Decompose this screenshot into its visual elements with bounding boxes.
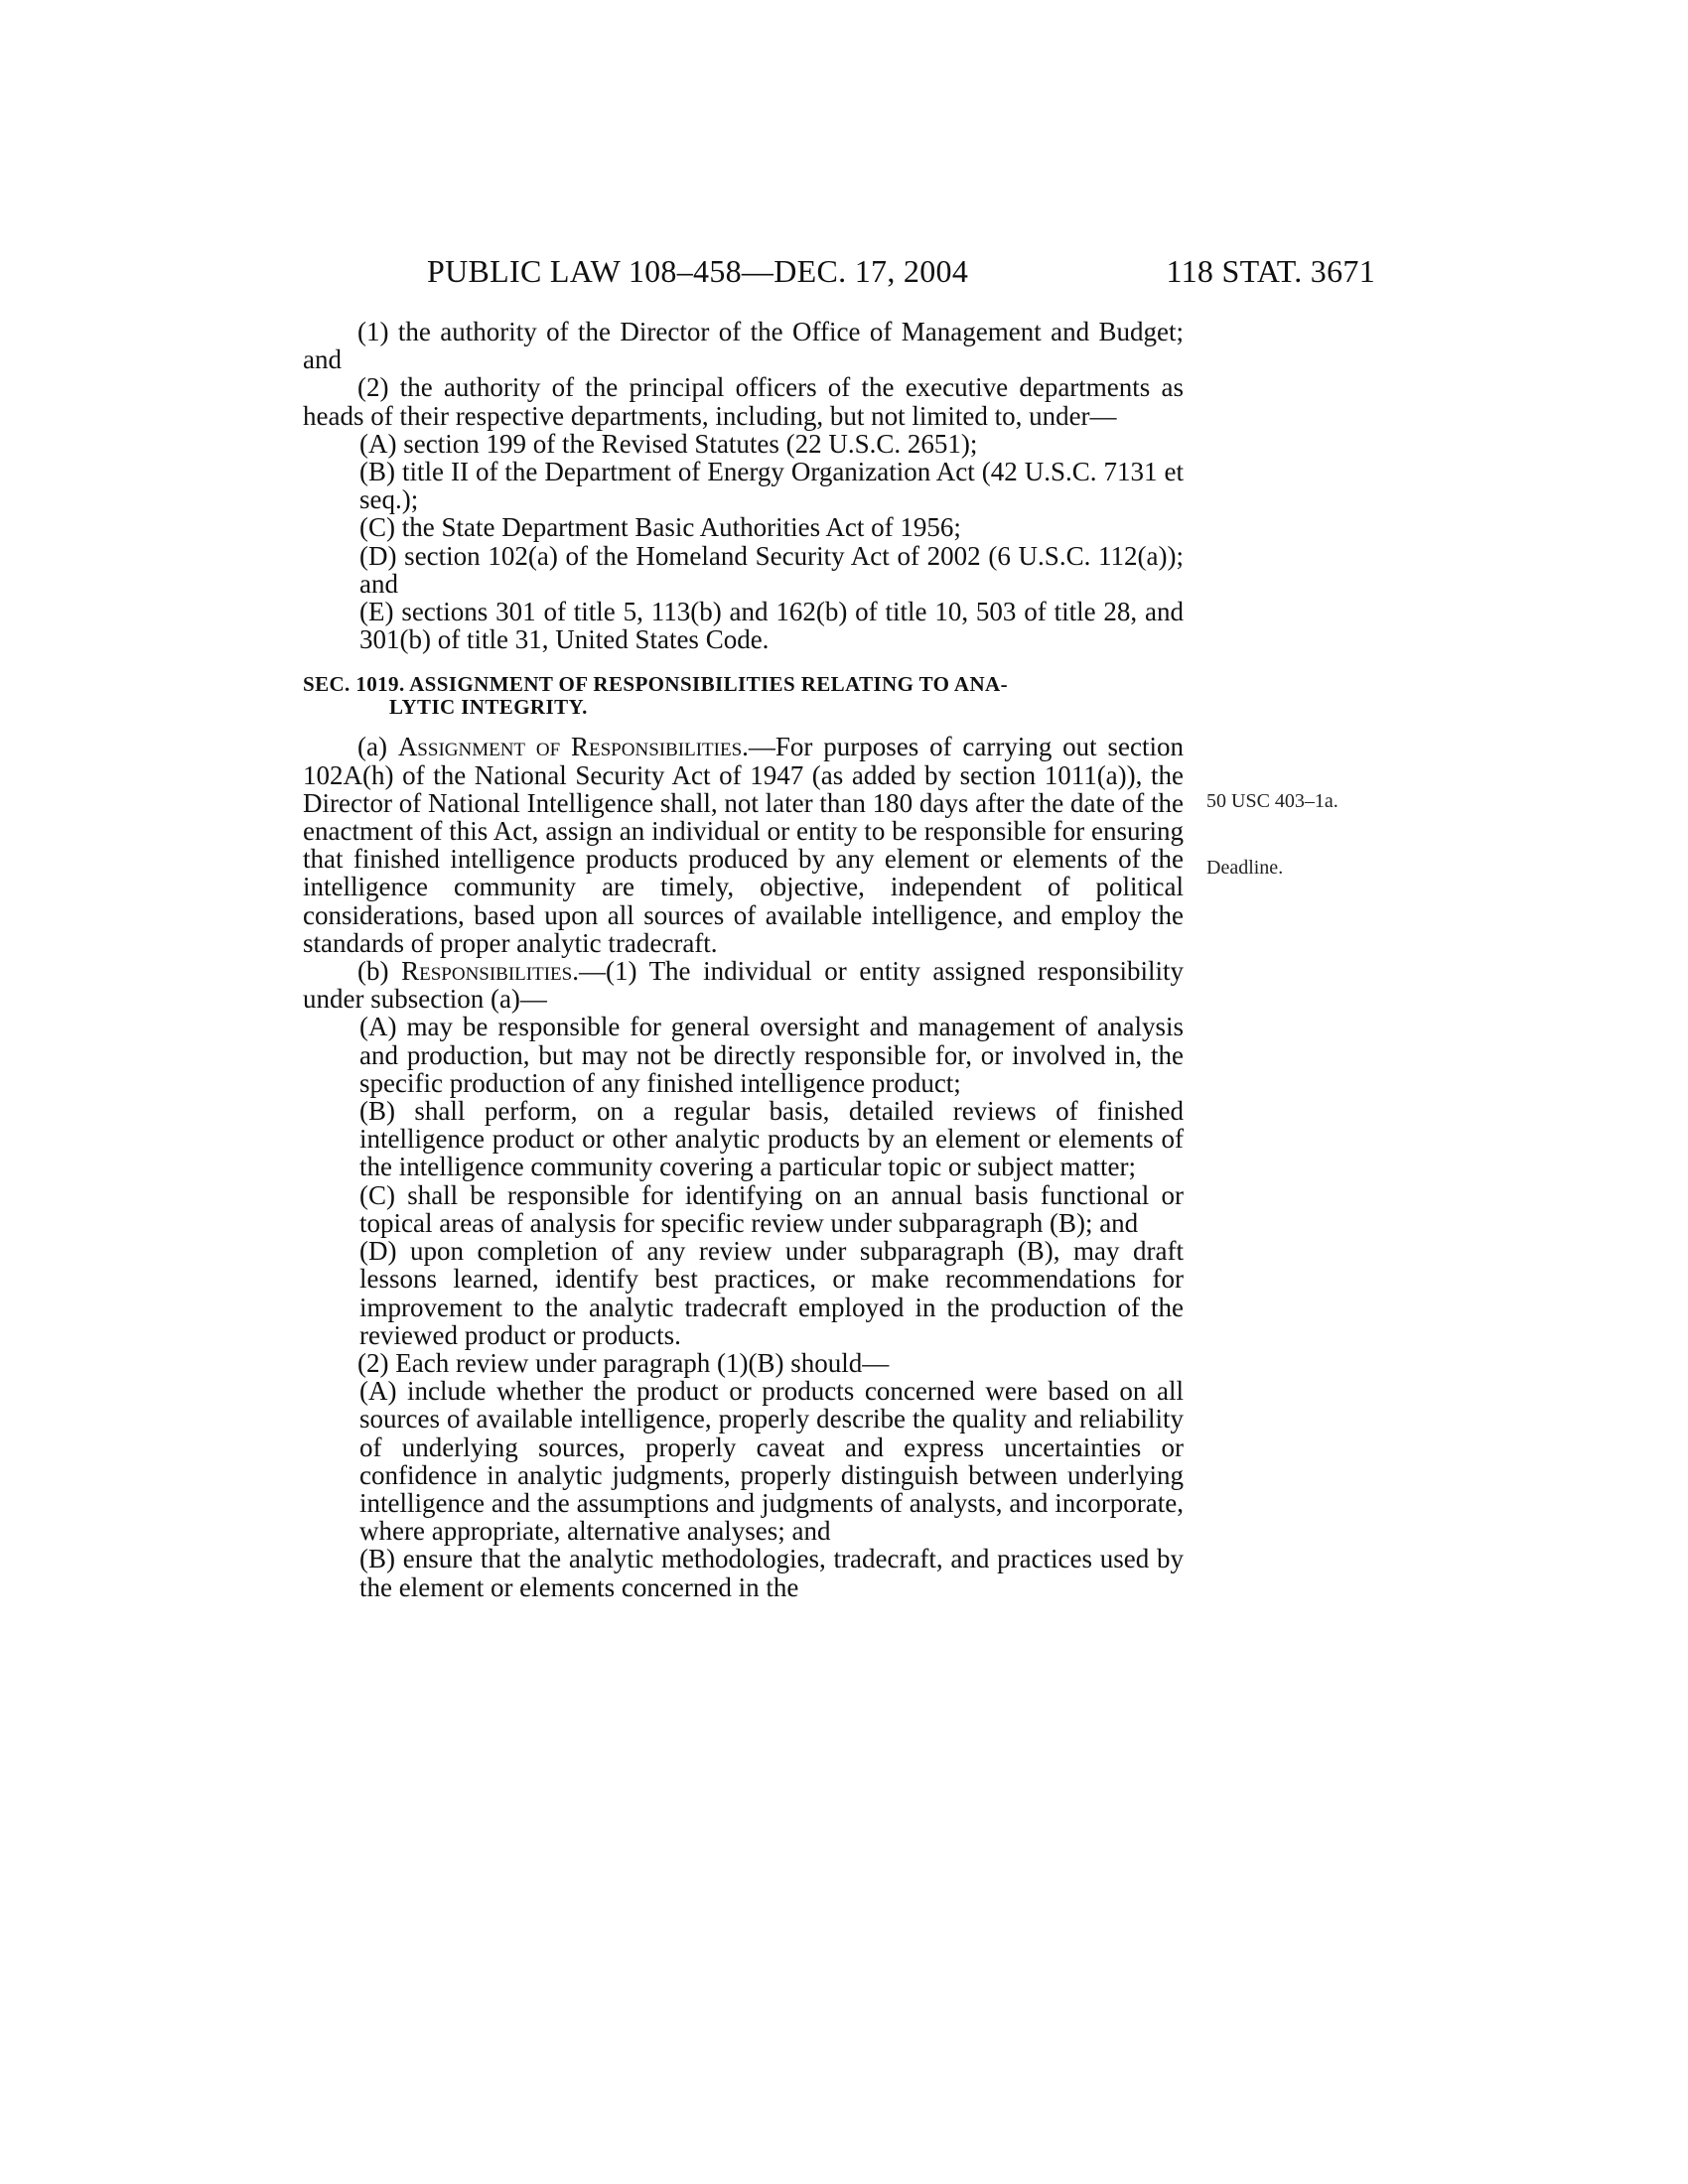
section-heading-line-1: SEC. 1019. ASSIGNMENT OF RESPONSIBILITIES RELATING TO ANA- [303, 672, 1008, 697]
public-law-citation: PUBLIC LAW 108–458—DEC. 17, 2004 [427, 253, 969, 289]
subsection-b-1c: (C) shall be responsible for identifying on an annual basis functional or topical areas of analysis for specific review under subparagraph (B); and [359, 1179, 1184, 1238]
subsection-b-2a: (A) include whether the product or products concerned were based on all sources of available intelligence, properly describe the quality and reliability of underlying sources, properly caveat and express uncertainties or confidence in analytic judgments, properly distinguish between underlying intelligence and the assumptions and judgments of analysts, and incorporate, where appropriate, alternative analyses; and [359, 1376, 1184, 1547]
intro-item-2c: (C) the State Department Basic Authorities Act of 1956; [359, 512, 961, 543]
subsection-b-2: (2) Each review under paragraph (1)(B) should— [357, 1347, 890, 1378]
margin-note-usc-citation: 50 USC 403–1a. [1206, 790, 1338, 812]
subsection-b-label: (b) [357, 956, 402, 987]
subsection-a-caption: Assignment of Responsibilities [397, 732, 743, 762]
intro-item-2a: (A) section 199 of the Revised Statutes (22 U.S.C. 2651); [359, 428, 978, 459]
section-heading-line-2: LYTIC INTEGRITY. [389, 695, 588, 720]
subsection-b-1a: (A) may be responsible for general oversight and management of analysis and production, but may not be directly responsible for, or involved in, the specific production of any finished intelligence product; [359, 1012, 1184, 1098]
subsection-b [303, 957, 1184, 1013]
subsection-a-label: (a) [357, 732, 398, 762]
subsection-a [303, 733, 1184, 957]
subsection-b-caption: Responsibilities [401, 956, 573, 987]
subsection-a-text: .—For purposes of carrying out section 102A(h) of the National Security Act of 1947 (as added by section 1011(a)), the Director of National Intelligence shall, not later than 180 days after the date of the enactment of this Act, assign an individual or entity to be responsible for ensuring that finished intelligence products produced by any element or elements of the intelligence community are timely, objective, independent of political considerations, based upon all sources of available intelligence, and employ the standards of proper analytic tradecraft. [303, 732, 1184, 958]
subsection-b-text: .—(1) The individual or entity assigned responsibility under subsection (a)— [303, 956, 1185, 1015]
subsection-b-2b: (B) ensure that the analytic methodologies, tradecraft, and practices used by the element or elements concerned in the [359, 1544, 1184, 1602]
subsection-b-1b: (B) shall perform, on a regular basis, detailed reviews of finished intelligence product or other analytic products by an element or elements of the intelligence community covering a particular topic or subject matter; [359, 1096, 1184, 1182]
document-body [303, 318, 1184, 1601]
statute-page-number: 118 STAT. 3671 [1166, 253, 1375, 289]
intro-item-2d: (D) section 102(a) of the Homeland Security Act of 2002 (6 U.S.C. 112(a)); and [359, 540, 1184, 599]
subsection-b-1d: (D) upon completion of any review under subparagraph (B), may draft lessons learned, identify best practices, or make recommendations for improvement to the analytic tradecraft employed in the production of the reviewed product or products. [359, 1236, 1184, 1350]
intro-item-2e: (E) sections 301 of title 5, 113(b) and 162(b) of title 10, 503 of title 28, and 301(b) of title 31, United States Code. [359, 597, 1184, 655]
intro-item-1: (1) the authority of the Director of the Office of Management and Budget; and [303, 317, 1184, 375]
intro-item-2: (2) the authority of the principal officers of the executive departments as heads of their respective departments, including, but not limited to, under— [303, 372, 1184, 431]
margin-note-deadline: Deadline. [1206, 857, 1284, 879]
section-heading [303, 673, 1184, 719]
page-header [303, 253, 1375, 293]
intro-item-2b: (B) title II of the Department of Energy Organization Act (42 U.S.C. 7131 et seq.); [359, 457, 1184, 515]
